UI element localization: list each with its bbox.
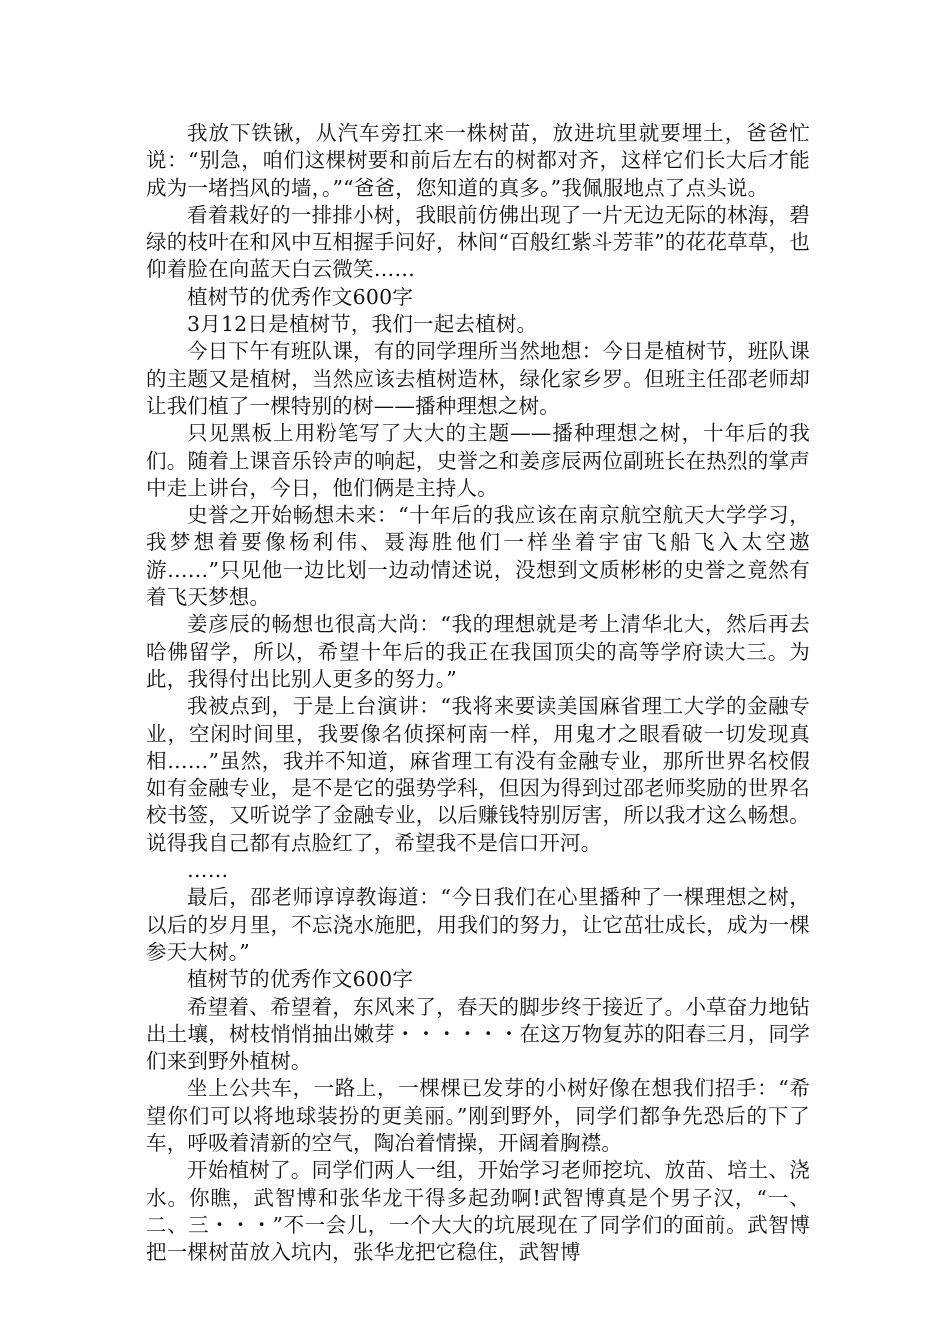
paragraph-arbor-day-date: 3月12日是植树节，我们一起去植树。: [187, 312, 538, 337]
paragraph-start-planting: 开始植树了。同学们两人一组，开始学习老师挖坑、放苗、培土、浇水。你瞧，武智博和张华龙干得多起劲啊!武智博真是个男子汉，“一、二、三・・・”不一会儿，一个大大的坑展现在了同学们的面前。武智博把一棵树苗放入坑内，张华龙把它稳住，武智博: [146, 1158, 810, 1265]
paragraph-spring-arrives: 希望着、希望着，东风来了，春天的脚步终于接近了。小草奋力地钻出土壤，树枝悄悄抽出嫩芽・・・・・・在这万物复苏的阳春三月，同学们来到野外植树。: [146, 994, 810, 1074]
essay-title-2: 植树节的优秀作文600字: [187, 967, 414, 992]
paragraph-jiang-yanchen-dream: 姜彦辰的畅想也很高大尚：“我的理想就是考上清华北大，然后再去哈佛留学，所以，希望十年后的我正在我国顶尖的高等学府读大三。为此，我得付出比别人更多的努力。”: [146, 612, 810, 691]
paragraph-class-meeting: 今日下午有班队课，有的同学理所当然地想：今日是植树节，班队课的主题又是植树，当然应该去植树造林，绿化家乡罗。但班主任邵老师却让我们植了一棵特别的树——播种理想之树。: [146, 339, 810, 418]
paragraph-forest-vision: 看着栽好的一排排小树，我眼前仿佛出现了一片无边无际的林海，碧绿的枝叶在和风中互相握手问好，林间“百般红紫斗芳菲”的花花草草，也仰着脸在向蓝天白云微笑……: [146, 202, 810, 282]
document-page: [146, 120, 810, 1266]
paragraph-planting-tree: 我放下铁锹，从汽车旁扛来一株树苗，放进坑里就要埋土，爸爸忙说：“别急，咱们这棵树要和前后左右的树都对齐，这样它们长大后才能成为一堵挡风的墙，。”“爸爸，您知道的真多。”我佩服地点了点头说。: [146, 121, 810, 200]
essay-title-1: 植树节的优秀作文600字: [187, 284, 414, 309]
paragraph-blackboard-theme: 只见黑板上用粉笔写了大大的主题——播种理想之树，十年后的我们。随着上课音乐铃声的响起，史誉之和姜彦辰两位副班长在热烈的掌声中走上讲台，今日，他们俩是主持人。: [146, 421, 810, 500]
paragraph-teacher-closing: 最后，邵老师谆谆教诲道：“今日我们在心里播种了一棵理想之树，以后的岁月里，不忘浇水施肥，用我们的努力，让它茁壮成长，成为一棵参天大树。”: [146, 885, 810, 964]
paragraph-my-speech: 我被点到，于是上台演讲：“我将来要读美国麻省理工大学的金融专业，空闲时间里，我要像名侦探柯南一样，用鬼才之眼看破一切发现真相……”虽然，我并不知道，麻省理工有没有金融专业，那所世界名校假如有金融专业，是不是它的强势学科，但因为得到过邵老师奖励的世界名校书签，又听说学了金融专业，以后赚钱特别厉害，所以我才这么畅想。说得我自己都有点脸红了，希望我不是信口开河。: [146, 694, 810, 855]
ellipsis-line: ……: [187, 858, 229, 883]
paragraph-bus-ride: 坐上公共车，一路上，一棵棵已发芽的小树好像在想我们招手：“希望你们可以将地球装扮的更美丽。”刚到野外，同学们都争先恐后的下了车，呼吸着清新的空气，陶冶着情操，开阔着胸襟。: [146, 1076, 810, 1155]
paragraph-shi-yuzhi-dream: 史誉之开始畅想未来：“十年后的我应该在南京航空航天大学学习，我梦想着要像杨利伟、聂海胜他们一样坐着宇宙飞船飞入太空遨游……”只见他一边比划一边动情述说，没想到文质彬彬的史誉之竟然有着飞天梦想。: [146, 503, 810, 610]
